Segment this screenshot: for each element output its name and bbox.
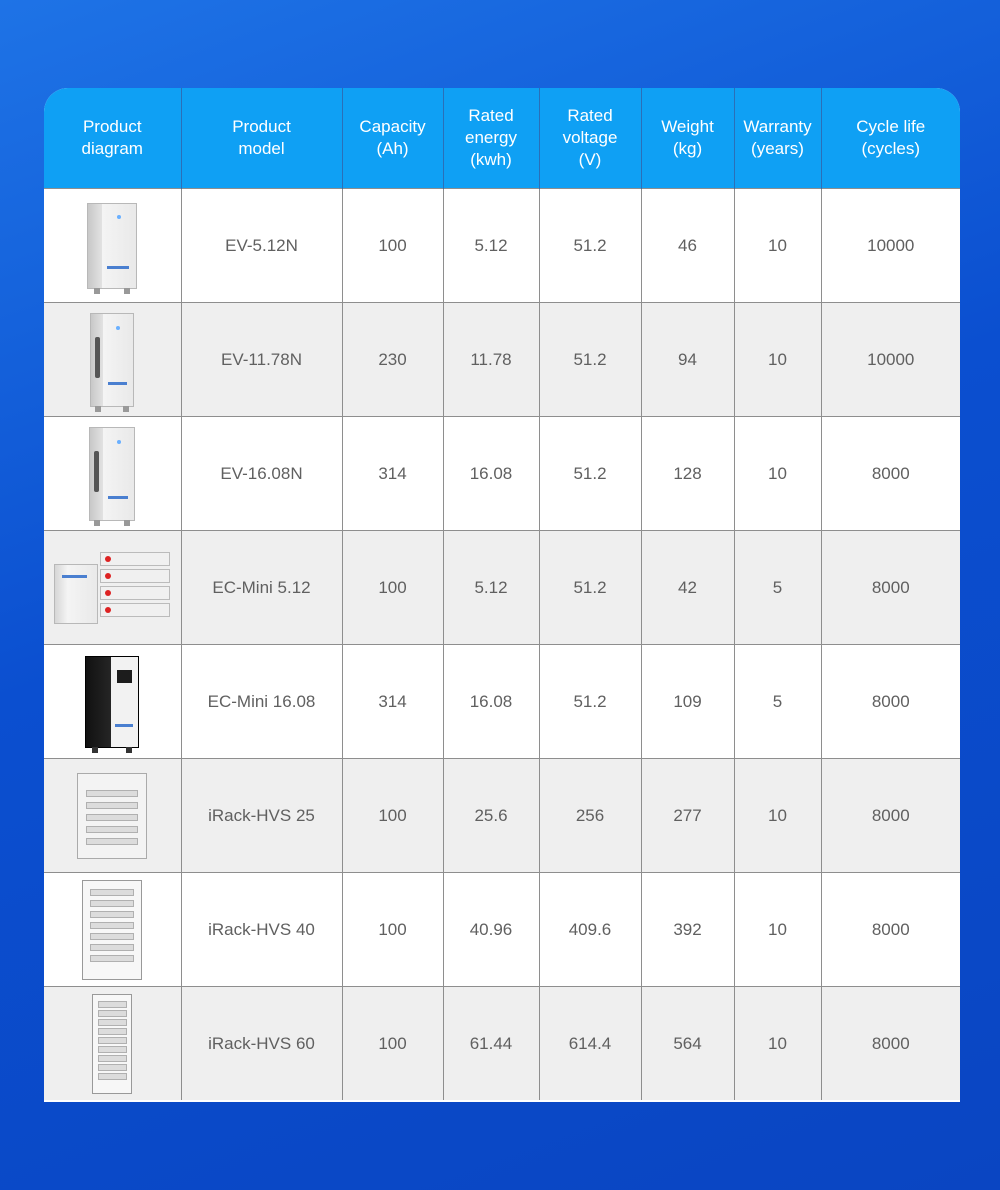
warranty-cell: 10 (734, 759, 821, 873)
table-row (44, 759, 960, 873)
cycle-life-cell: 8000 (821, 873, 960, 987)
model-cell: EV-16.08N (181, 417, 342, 531)
weight-cell: 128 (641, 417, 734, 531)
capacity-cell: 100 (342, 531, 443, 645)
table-row (44, 417, 960, 531)
energy-cell: 25.6 (443, 759, 539, 873)
product-image-cell (44, 873, 181, 987)
tall-cabinet-battery-icon (90, 313, 134, 407)
header-product-model: Product model (181, 88, 342, 189)
table-row (44, 873, 960, 987)
header-weight: Weight (kg) (641, 88, 734, 189)
model-cell: EV-11.78N (181, 303, 342, 417)
energy-cell: 16.08 (443, 645, 539, 759)
product-image-cell (44, 189, 181, 303)
open-rack-battery-icon (92, 994, 132, 1094)
open-rack-battery-icon (82, 880, 142, 980)
product-image-cell (44, 759, 181, 873)
black-cabinet-battery-icon (85, 656, 139, 748)
weight-cell: 42 (641, 531, 734, 645)
product-image-cell (44, 987, 181, 1101)
table-row (44, 531, 960, 645)
header-cycle-life: Cycle life (cycles) (821, 88, 960, 189)
cycle-life-cell: 8000 (821, 417, 960, 531)
capacity-cell: 314 (342, 645, 443, 759)
model-cell: EC-Mini 5.12 (181, 531, 342, 645)
capacity-cell: 314 (342, 417, 443, 531)
energy-cell: 40.96 (443, 873, 539, 987)
energy-cell: 16.08 (443, 417, 539, 531)
cycle-life-cell: 10000 (821, 303, 960, 417)
model-cell: EV-5.12N (181, 189, 342, 303)
energy-cell: 5.12 (443, 189, 539, 303)
weight-cell: 392 (641, 873, 734, 987)
weight-cell: 564 (641, 987, 734, 1101)
capacity-cell: 100 (342, 759, 443, 873)
wall-cabinet-battery-icon (87, 203, 137, 289)
spec-table (44, 88, 960, 1100)
voltage-cell: 51.2 (539, 189, 641, 303)
warranty-cell: 10 (734, 873, 821, 987)
weight-cell: 46 (641, 189, 734, 303)
weight-cell: 109 (641, 645, 734, 759)
model-cell: iRack-HVS 60 (181, 987, 342, 1101)
table-row (44, 645, 960, 759)
product-image-cell (44, 645, 181, 759)
weight-cell: 94 (641, 303, 734, 417)
model-cell: iRack-HVS 25 (181, 759, 342, 873)
energy-cell: 61.44 (443, 987, 539, 1101)
voltage-cell: 51.2 (539, 417, 641, 531)
spec-table-container (44, 88, 960, 1102)
stacked-module-battery-icon (54, 548, 170, 628)
product-image-cell (44, 417, 181, 531)
cycle-life-cell: 8000 (821, 645, 960, 759)
warranty-cell: 10 (734, 987, 821, 1101)
header-warranty: Warranty (years) (734, 88, 821, 189)
tall-cabinet-battery-icon (89, 427, 135, 521)
cycle-life-cell: 8000 (821, 759, 960, 873)
cycle-life-cell: 8000 (821, 531, 960, 645)
capacity-cell: 100 (342, 987, 443, 1101)
voltage-cell: 51.2 (539, 531, 641, 645)
warranty-cell: 5 (734, 531, 821, 645)
header-product-diagram: Product diagram (44, 88, 181, 189)
cycle-life-cell: 8000 (821, 987, 960, 1101)
voltage-cell: 256 (539, 759, 641, 873)
warranty-cell: 10 (734, 303, 821, 417)
energy-cell: 11.78 (443, 303, 539, 417)
capacity-cell: 100 (342, 189, 443, 303)
header-row (44, 88, 960, 189)
energy-cell: 5.12 (443, 531, 539, 645)
enclosed-rack-battery-icon (77, 773, 147, 859)
capacity-cell: 230 (342, 303, 443, 417)
cycle-life-cell: 10000 (821, 189, 960, 303)
header-capacity: Capacity (Ah) (342, 88, 443, 189)
model-cell: EC-Mini 16.08 (181, 645, 342, 759)
voltage-cell: 409.6 (539, 873, 641, 987)
table-row (44, 987, 960, 1101)
weight-cell: 277 (641, 759, 734, 873)
table-row (44, 303, 960, 417)
product-image-cell (44, 303, 181, 417)
voltage-cell: 51.2 (539, 303, 641, 417)
warranty-cell: 10 (734, 417, 821, 531)
capacity-cell: 100 (342, 873, 443, 987)
header-rated-voltage: Rated voltage (V) (539, 88, 641, 189)
warranty-cell: 10 (734, 189, 821, 303)
table-row (44, 189, 960, 303)
warranty-cell: 5 (734, 645, 821, 759)
voltage-cell: 51.2 (539, 645, 641, 759)
product-image-cell (44, 531, 181, 645)
model-cell: iRack-HVS 40 (181, 873, 342, 987)
voltage-cell: 614.4 (539, 987, 641, 1101)
header-rated-energy: Rated energy (kwh) (443, 88, 539, 189)
